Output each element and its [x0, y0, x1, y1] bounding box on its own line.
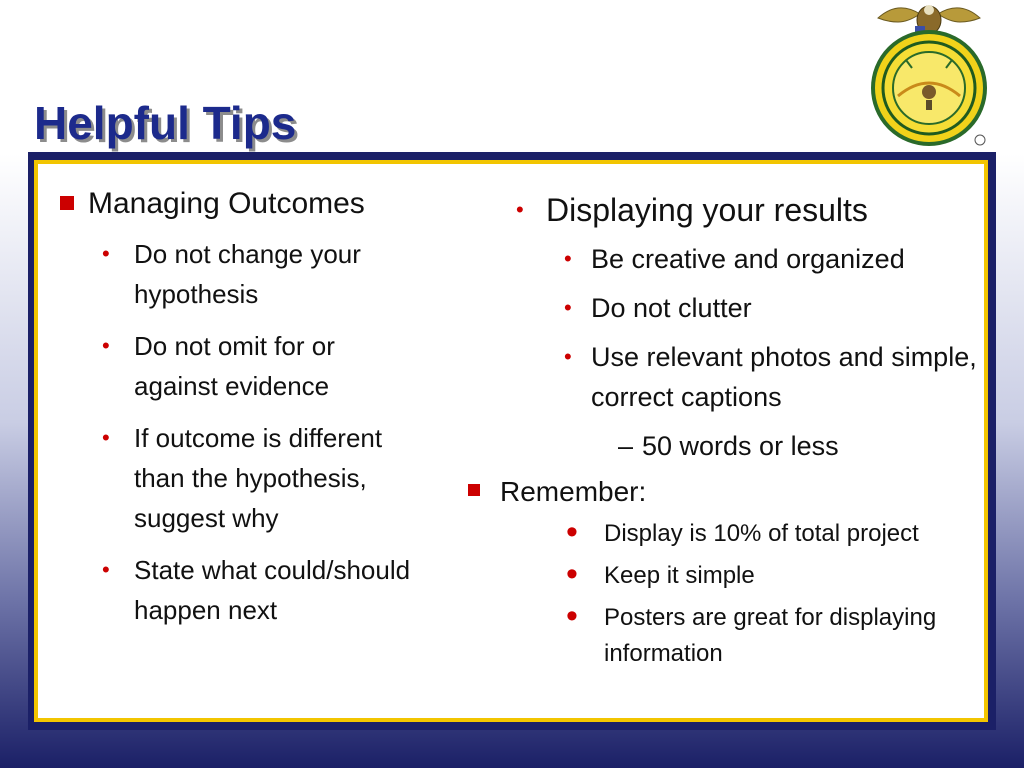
list-item: • State what could/should happen next [60, 550, 420, 630]
list-item: • Be creative and organized [466, 239, 986, 279]
right-heading: Displaying your results [546, 192, 868, 228]
square-bullet-icon [468, 484, 480, 496]
remember-heading: Remember: [500, 476, 647, 507]
list-item: • Use relevant photos and simple, correct captions [466, 337, 986, 417]
list-item: • If outcome is different than the hypothesis, suggest why [60, 418, 420, 538]
dot-bullet-icon: • [102, 333, 110, 358]
square-bullet-icon [60, 196, 74, 210]
dot-bullet-icon: • [566, 597, 578, 635]
slide-title: Helpful Tips [34, 97, 297, 149]
dot-bullet-icon: • [102, 557, 110, 582]
dot-bullet-icon: • [564, 246, 572, 271]
dot-bullet-icon: • [516, 197, 524, 222]
list-item: • Posters are great for displaying information [566, 597, 937, 667]
dot-bullet-icon: • [102, 425, 110, 450]
list-item: • Do not clutter [466, 288, 986, 328]
list-item: • Do not omit for or against evidence [60, 326, 420, 406]
dot-bullet-icon: • [566, 555, 578, 593]
ffa-emblem-icon [868, 0, 990, 150]
left-list [60, 234, 420, 630]
list-item: • Do not change your hypothesis [60, 234, 420, 314]
sub-list-item: – 50 words or less [466, 426, 986, 466]
right-list [466, 239, 986, 466]
remember-list [466, 513, 986, 672]
left-column [60, 186, 420, 630]
bullet-remember [466, 474, 986, 510]
bullet-managing-outcomes [60, 186, 420, 222]
dot-bullet-icon: • [566, 513, 578, 551]
right-column [466, 190, 986, 672]
dot-bullet-icon: • [564, 344, 572, 369]
bullet-displaying-results [466, 190, 986, 230]
left-heading: Managing Outcomes [88, 187, 365, 220]
list-item: • Display is 10% of total project [566, 513, 919, 551]
list-item: • Keep it simple [566, 555, 755, 593]
dot-bullet-icon: • [102, 241, 110, 266]
dash-bullet-icon: – [618, 431, 634, 461]
dot-bullet-icon: • [564, 295, 572, 320]
